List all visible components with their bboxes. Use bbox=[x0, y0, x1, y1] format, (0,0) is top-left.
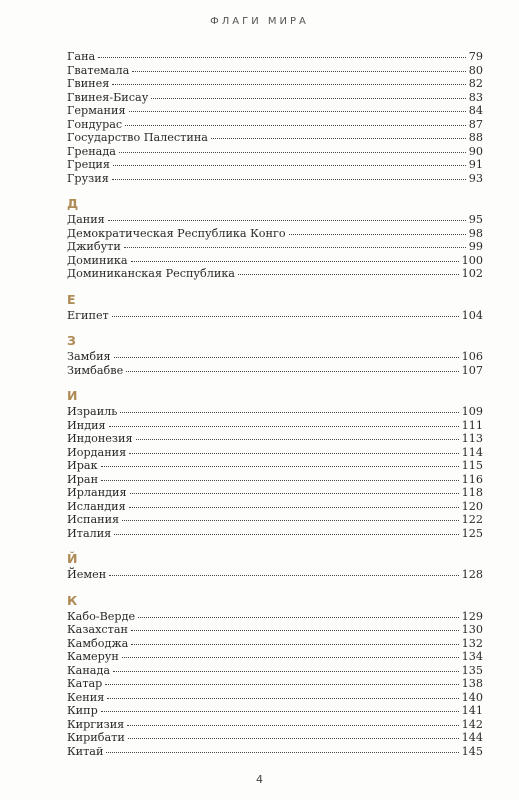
entry-name: Индия bbox=[67, 418, 106, 432]
entry-page: 128 bbox=[461, 568, 483, 581]
toc-entry[interactable] bbox=[67, 227, 483, 241]
toc-entry[interactable] bbox=[67, 254, 483, 268]
entry-page: 130 bbox=[461, 623, 483, 636]
entry-name: Греция bbox=[67, 158, 110, 171]
entry-name: Иран bbox=[67, 472, 99, 486]
entry-page: 99 bbox=[468, 240, 483, 253]
dot-leader bbox=[131, 261, 459, 262]
dot-leader bbox=[112, 179, 466, 180]
entry-name: Доминиканская Республика bbox=[67, 267, 235, 280]
section-letter: К bbox=[67, 592, 78, 608]
entry-page: 107 bbox=[461, 363, 483, 377]
toc-entry[interactable] bbox=[67, 91, 483, 105]
dot-leader bbox=[125, 125, 466, 126]
toc-entry[interactable] bbox=[67, 64, 483, 78]
dot-leader bbox=[136, 439, 459, 440]
entry-name: Иордания bbox=[67, 445, 127, 459]
entry-page: 118 bbox=[461, 486, 483, 499]
entry-page: 109 bbox=[461, 405, 483, 418]
entry-page: 80 bbox=[468, 63, 483, 77]
entry-name: Катар bbox=[67, 677, 103, 690]
dot-leader bbox=[132, 71, 465, 72]
entry-name: Кипр bbox=[67, 704, 98, 717]
entry-name: Казахстан bbox=[67, 623, 128, 636]
dot-leader bbox=[131, 644, 458, 645]
entry-name: Индонезия bbox=[67, 432, 133, 445]
entry-page: 88 bbox=[468, 131, 483, 144]
entry-page: 82 bbox=[468, 77, 483, 90]
entry-name: Гватемала bbox=[67, 63, 130, 77]
entry-name: Гана bbox=[67, 50, 96, 63]
entry-name: Дания bbox=[67, 213, 105, 226]
toc-entry[interactable] bbox=[67, 172, 483, 186]
entry-page: 145 bbox=[461, 744, 483, 758]
dot-leader bbox=[101, 711, 459, 712]
toc-section bbox=[67, 552, 483, 582]
toc-entry[interactable] bbox=[67, 745, 483, 759]
entry-name: Кабо-Верде bbox=[67, 609, 136, 623]
entry-name: Италия bbox=[67, 526, 112, 540]
toc-entry[interactable] bbox=[67, 104, 483, 118]
dot-leader bbox=[120, 412, 458, 413]
entry-name: Джибути bbox=[67, 240, 121, 253]
entry-page: 98 bbox=[468, 226, 483, 240]
entry-page: 122 bbox=[461, 513, 483, 526]
entry-page: 135 bbox=[461, 663, 483, 677]
section-letter: И bbox=[67, 388, 78, 403]
toc-entry[interactable] bbox=[67, 718, 483, 732]
toc-entry[interactable] bbox=[67, 309, 483, 323]
dot-leader bbox=[122, 657, 459, 658]
toc-entry[interactable] bbox=[67, 446, 483, 460]
entry-name: Гвинея bbox=[67, 77, 110, 90]
toc-entry[interactable] bbox=[67, 527, 483, 541]
dot-leader bbox=[112, 316, 459, 317]
entry-name: Египет bbox=[67, 308, 109, 322]
entry-name: Камерун bbox=[67, 650, 119, 663]
toc-entry[interactable] bbox=[67, 704, 483, 718]
toc-section bbox=[67, 334, 483, 377]
entry-page: 141 bbox=[461, 704, 483, 717]
section-letter: З bbox=[67, 333, 76, 348]
dot-leader bbox=[211, 138, 466, 139]
dot-leader bbox=[107, 698, 458, 699]
dot-leader bbox=[114, 534, 458, 535]
dot-leader bbox=[131, 630, 459, 631]
entry-page: 93 bbox=[468, 171, 483, 185]
entry-name: Гондурас bbox=[67, 117, 123, 131]
entry-page: 125 bbox=[461, 526, 483, 540]
dot-leader bbox=[114, 357, 459, 358]
section-letter: Д bbox=[67, 196, 79, 211]
dot-leader bbox=[109, 426, 459, 427]
entry-page: 113 bbox=[461, 432, 483, 445]
entry-page: 104 bbox=[461, 308, 483, 322]
toc-entry[interactable] bbox=[67, 677, 483, 691]
entry-page: 132 bbox=[461, 636, 483, 650]
entry-name: Грузия bbox=[67, 171, 109, 185]
entry-page: 102 bbox=[461, 267, 483, 280]
entry-name: Демократическая Республика Конго bbox=[67, 226, 286, 240]
toc-entry[interactable] bbox=[67, 486, 483, 500]
entry-name: Испания bbox=[67, 513, 120, 526]
toc-entry[interactable] bbox=[67, 610, 483, 624]
dot-leader bbox=[113, 671, 459, 672]
dot-leader bbox=[127, 725, 458, 726]
entry-name: Кения bbox=[67, 690, 105, 704]
toc-section bbox=[67, 293, 483, 323]
dot-leader bbox=[126, 371, 458, 372]
toc-entry[interactable] bbox=[67, 213, 483, 227]
entry-page: 142 bbox=[461, 717, 483, 731]
dot-leader bbox=[129, 507, 459, 508]
entry-page: 140 bbox=[461, 690, 483, 704]
entry-page: 91 bbox=[468, 158, 483, 171]
toc-entry[interactable] bbox=[67, 637, 483, 651]
toc-entry[interactable] bbox=[67, 50, 483, 64]
entry-name: Государство Палестина bbox=[67, 131, 208, 144]
toc-entry[interactable] bbox=[67, 77, 483, 91]
entry-name: Ирландия bbox=[67, 486, 127, 499]
dot-leader bbox=[129, 453, 458, 454]
dot-leader bbox=[151, 98, 465, 99]
toc-entry[interactable] bbox=[67, 664, 483, 678]
entry-page: 120 bbox=[461, 499, 483, 513]
entry-page: 129 bbox=[461, 609, 483, 623]
entry-name: Доминика bbox=[67, 253, 128, 267]
toc-entry[interactable] bbox=[67, 650, 483, 664]
toc-section bbox=[67, 197, 483, 281]
entry-name: Гвинея-Бисау bbox=[67, 90, 149, 104]
entry-page: 79 bbox=[468, 50, 483, 63]
dot-leader bbox=[129, 111, 466, 112]
dot-leader bbox=[130, 493, 459, 494]
dot-leader bbox=[138, 617, 459, 618]
entry-name: Зимбабве bbox=[67, 363, 124, 377]
dot-leader bbox=[119, 152, 466, 153]
toc-entry[interactable] bbox=[67, 118, 483, 132]
dot-leader bbox=[122, 520, 459, 521]
entry-page: 138 bbox=[461, 677, 483, 690]
running-header: ФЛАГИ МИРА bbox=[210, 16, 309, 27]
dot-leader bbox=[109, 575, 458, 576]
toc-entry[interactable] bbox=[67, 459, 483, 473]
toc-entry[interactable] bbox=[67, 500, 483, 514]
toc-entry[interactable] bbox=[67, 432, 483, 446]
dot-leader bbox=[238, 274, 459, 275]
table-of-contents bbox=[67, 50, 483, 758]
toc-entry[interactable] bbox=[67, 145, 483, 159]
toc-entry[interactable] bbox=[67, 364, 483, 378]
entry-page: 134 bbox=[461, 650, 483, 663]
toc-entry[interactable] bbox=[67, 267, 483, 281]
entry-page: 144 bbox=[461, 731, 483, 744]
page-number: 4 bbox=[256, 773, 263, 786]
dot-leader bbox=[113, 165, 466, 166]
entry-name: Йемен bbox=[67, 568, 107, 581]
toc-entry[interactable] bbox=[67, 405, 483, 419]
entry-name: Киргизия bbox=[67, 717, 125, 731]
dot-leader bbox=[101, 480, 459, 481]
toc-entry[interactable] bbox=[67, 623, 483, 637]
entry-page: 100 bbox=[461, 253, 483, 267]
entry-name: Китай bbox=[67, 744, 104, 758]
toc-entry[interactable] bbox=[67, 158, 483, 172]
entry-page: 106 bbox=[461, 350, 483, 363]
entry-page: 95 bbox=[468, 213, 483, 226]
dot-leader bbox=[128, 738, 459, 739]
toc-entry[interactable] bbox=[67, 131, 483, 145]
entry-name: Канада bbox=[67, 663, 111, 677]
dot-leader bbox=[106, 752, 458, 753]
toc-entry[interactable] bbox=[67, 240, 483, 254]
entry-page: 90 bbox=[468, 144, 483, 158]
toc-entry[interactable] bbox=[67, 419, 483, 433]
entry-name: Германия bbox=[67, 104, 126, 117]
entry-name: Камбоджа bbox=[67, 636, 129, 650]
dot-leader bbox=[101, 466, 459, 467]
toc-entry[interactable] bbox=[67, 731, 483, 745]
entry-page: 84 bbox=[468, 104, 483, 117]
entry-page: 115 bbox=[461, 459, 483, 472]
dot-leader bbox=[124, 247, 466, 248]
dot-leader bbox=[105, 684, 458, 685]
entry-name: Ирак bbox=[67, 459, 98, 472]
entry-page: 114 bbox=[461, 445, 483, 459]
dot-leader bbox=[112, 84, 465, 85]
toc-entry[interactable] bbox=[67, 513, 483, 527]
toc-entry[interactable] bbox=[67, 568, 483, 582]
entry-page: 83 bbox=[468, 90, 483, 104]
entry-name: Кирибати bbox=[67, 731, 125, 744]
dot-leader bbox=[98, 57, 466, 58]
entry-page: 87 bbox=[468, 117, 483, 131]
toc-section bbox=[67, 50, 483, 185]
toc-entry[interactable] bbox=[67, 691, 483, 705]
toc-entry[interactable] bbox=[67, 350, 483, 364]
toc-section bbox=[67, 594, 483, 759]
toc-section bbox=[67, 389, 483, 540]
section-letter: Й bbox=[67, 551, 78, 566]
entry-page: 116 bbox=[461, 472, 483, 486]
entry-page: 111 bbox=[461, 418, 483, 432]
dot-leader bbox=[289, 234, 466, 235]
toc-entry[interactable] bbox=[67, 473, 483, 487]
section-letter: Е bbox=[67, 291, 76, 307]
entry-name: Замбия bbox=[67, 350, 111, 363]
entry-name: Исландия bbox=[67, 499, 126, 513]
entry-name: Израиль bbox=[67, 405, 118, 418]
dot-leader bbox=[108, 220, 466, 221]
entry-name: Гренада bbox=[67, 144, 116, 158]
